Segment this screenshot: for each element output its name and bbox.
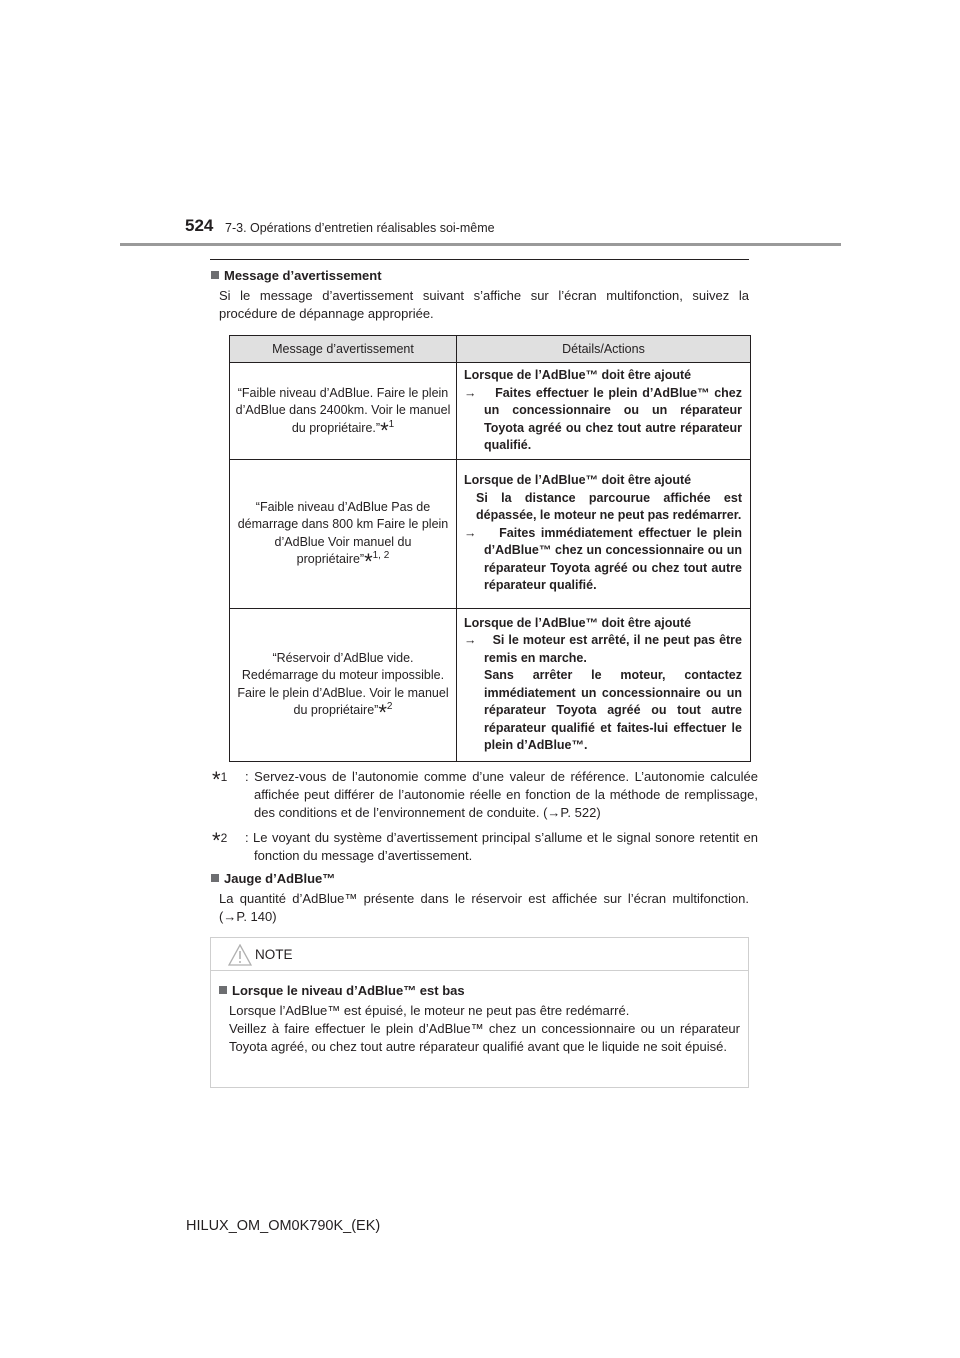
note-subtitle: Lorsque le niveau d’AdBlue™ est bas bbox=[219, 983, 740, 998]
note-body bbox=[211, 971, 748, 1056]
condition-text: Lorsque de l’AdBlue™ doit être ajouté bbox=[464, 368, 692, 382]
footnote-asterisk-icon: * bbox=[378, 700, 387, 725]
action-item: → Si le moteur est arrêté, il ne peut pas être remis en marche. bbox=[464, 633, 742, 665]
square-bullet-icon bbox=[211, 874, 219, 882]
footnote-text: : Servez-vous de l’autonomie comme d’une valeur de référence. L’autonomie calculée affichée peut différer de l’autonomie réelle en fonction de la méthode de remplissage, des conditions et de l’environnement de conduite. (→P. 522) bbox=[245, 769, 758, 820]
note-header bbox=[211, 938, 748, 971]
footnote-asterisk-icon: * bbox=[380, 417, 389, 443]
note-label: NOTE bbox=[255, 947, 293, 962]
section-text: La quantité d’AdBlue™ présente dans le réservoir est affichée sur l’écran multifonction. (→P. 140) bbox=[219, 891, 749, 924]
document-code: HILUX_OM_OM0K790K_(EK) bbox=[186, 1218, 381, 1234]
column-header-message: Message d’avertissement bbox=[230, 336, 457, 363]
square-bullet-icon bbox=[219, 986, 227, 994]
warning-triangle-icon bbox=[228, 944, 252, 966]
condition-text: Lorsque de l’AdBlue™ doit être ajouté bbox=[464, 615, 692, 630]
condition-text: Lorsque de l’AdBlue™ doit être ajouté bbox=[464, 473, 692, 488]
message-cell bbox=[230, 459, 457, 608]
section-intro: Si le message d’avertissement suivant s’affiche sur l’écran multifonction, suivez la procédure de dépannage appropriée. bbox=[219, 288, 749, 321]
message-cell bbox=[230, 608, 457, 761]
footnote-asterisk-icon: * bbox=[364, 549, 373, 574]
section-adblue-gauge bbox=[211, 871, 749, 926]
note-text: Si la distance parcourue affichée est dépassée, le moteur ne peut pas redémarrer. bbox=[476, 490, 742, 523]
note-paragraph: Veillez à faire effectuer le plein d’AdBlue™ chez un concessionnaire ou un réparateur Toyota agréé, ou chez tout autre réparateur qualifié avant que le liquide ne soit épuisé. bbox=[229, 1021, 740, 1054]
table-row bbox=[230, 608, 751, 761]
section-divider bbox=[210, 259, 749, 260]
note-box bbox=[210, 937, 749, 1088]
action-item: → Faites immédiatement effectuer le plein d’AdBlue™ chez un concessionnaire ou un réparateur Toyota agréé ou chez tout autre réparateur qualifié. bbox=[464, 525, 742, 593]
footnote-ref: 1, 2 bbox=[372, 549, 390, 561]
details-cell bbox=[457, 608, 751, 761]
footnote-asterisk-icon: * bbox=[212, 767, 221, 792]
footnote-marker: *1 bbox=[212, 767, 228, 792]
details-cell bbox=[457, 459, 751, 608]
square-bullet-icon bbox=[211, 271, 219, 279]
footnote-text: : Le voyant du système d’avertissement principal s’allume et le signal sonore retentit en fonction du message d’avertissement. bbox=[245, 830, 758, 863]
message-text: “Réservoir d’AdBlue vide. Redémarrage du moteur impossible. Faire le plein d’AdBlue. Voir le manuel du propriétaire” bbox=[237, 650, 449, 717]
section-warning-message bbox=[211, 268, 749, 323]
table-header-row bbox=[230, 336, 751, 363]
footnote-ref: 2 bbox=[386, 700, 393, 712]
footnote-marker: *2 bbox=[212, 828, 228, 853]
chapter-title: 7-3. Opérations d’entretien réalisables soi-même bbox=[225, 221, 495, 235]
footnote-ref: 1 bbox=[388, 418, 395, 430]
message-cell bbox=[230, 363, 457, 460]
message-text: “Faible niveau d’AdBlue. Faire le plein d’AdBlue dans 2400km. Voir le manuel du propriétaire.” bbox=[235, 385, 451, 435]
header-divider bbox=[120, 243, 841, 246]
section-title: Jauge d’AdBlue™ bbox=[211, 871, 749, 886]
action-item: → Faites effectuer le plein d’AdBlue™ chez un concessionnaire ou un réparateur Toyota agréé ou chez tout autre réparateur qualifié. bbox=[464, 385, 742, 452]
action-item: Sans arrêter le moteur, contactez immédiatement un concessionnaire ou un réparateur Toyota agréé ou tout autre réparateur qualifié et faites-lui effectuer le plein d’AdBlue™. bbox=[484, 668, 742, 752]
message-text: “Faible niveau d’AdBlue Pas de démarrage dans 800 km Faire le plein d’AdBlue Voir manuel du propriétaire” bbox=[237, 499, 449, 566]
table-row bbox=[230, 363, 751, 460]
footnote-asterisk-icon: * bbox=[212, 828, 221, 853]
warning-message-table bbox=[229, 335, 751, 762]
details-cell bbox=[457, 363, 751, 460]
section-title: Message d’avertissement bbox=[211, 268, 749, 283]
page-number: 524 bbox=[185, 216, 214, 235]
table-row bbox=[230, 459, 751, 608]
note-paragraph: Lorsque l’AdBlue™ est épuisé, le moteur ne peut pas être redémarré. bbox=[229, 1003, 630, 1018]
column-header-details: Détails/Actions bbox=[457, 336, 751, 363]
